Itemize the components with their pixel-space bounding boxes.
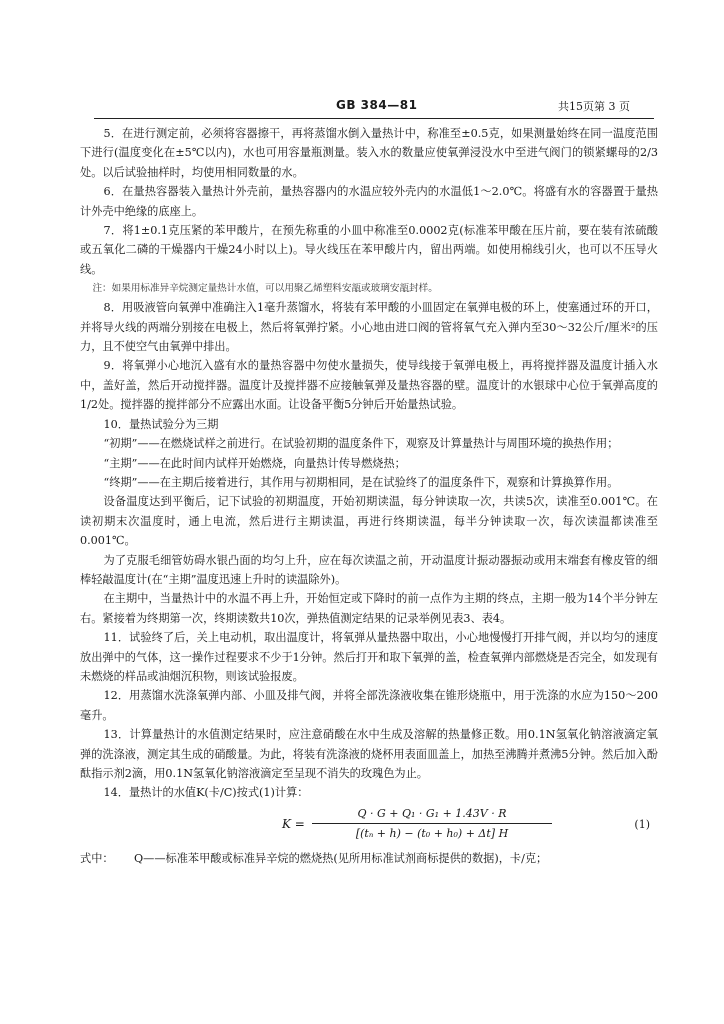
formula-fraction (312, 805, 552, 842)
paragraph-13: 13．计算量热计的水值测定结果时，应注意硝酸在水中生成及溶解的热量修正数。用0.1N氢氧化钠溶液滴定氧弹的洗涤液，测定其生成的硝酸量。为此，将装有洗涤液的烧杯用表面皿盖上，加热至沸腾并煮沸5分钟。然后加入酚酞指示剂2滴，用0.1N氢氧化钠溶液滴定至呈现不消失的玫瑰色为止。 (80, 728, 658, 780)
formula-numerator: Q · G + Q₁ · G₁ + 1.43V · R (357, 806, 507, 820)
paragraph-temperature-reading: 设备温度达到平衡后，记下试验的初期温度，开始初期读温，每分钟读取一次，共读5次，读准至0.001℃。在读初期末次温度时，通上电流，然后进行主期读温，再进行终期读温，每半分钟读取一次，每次读温都读准至0.001℃。 (80, 495, 658, 548)
header-divider (94, 118, 654, 119)
where-label: 式中： (80, 851, 114, 865)
paragraph-14: 14．量热计的水值K(卡/C)按式(1)计算： (103, 786, 309, 800)
period-main: “主期”——在此时间内试样开始燃烧，向量热计传导燃烧热； (103, 456, 406, 470)
page-header (96, 96, 636, 118)
formula-1 (80, 805, 658, 845)
paragraph-12: 12．用蒸馏水洗涤氧弹内部、小皿及排气阀，并将全部洗涤液收集在锥形烧瓶中，用于洗涤的水应为150～200毫升。 (80, 689, 658, 722)
period-final: “终期”——在主期后接着进行，其作用与初期相同，是在试验终了的温度条件下，观察和计算换算作用。 (103, 475, 619, 489)
note: 注：如果用标准异辛烷测定量热计水值，可以用聚乙烯塑料安瓿或玻璃安瓿封样。 (92, 283, 438, 295)
paragraph-10: 10．量热试验分为三期 (103, 417, 219, 431)
paragraph-7: 7．将1±0.1克压紧的苯甲酸片，在预先称重的小皿中称准至0.0002克(标准苯甲酸在压片前，要在装有浓硫酸或五氧化二磷的干燥器内干燥24小时以上)。导火线压在苯甲酸片内，留出两端。如使用棉线引火，也可以不压导火线。 (80, 224, 658, 276)
paragraph-6: 6．在量热容器装入量热计外壳前，量热容器内的水温应较外壳内的水温低1～2.0℃。将盛有水的容器置于量热计外壳中绝缘的底座上。 (80, 185, 658, 218)
paragraph-11: 11．试验终了后，关上电动机，取出温度计，将氧弹从量热器中取出，小心地慢慢打开排气阀，并以均匀的速度放出弹中的气体，这一操作过程要求不少于1分钟。然后打开和取下氧弹的盖，检查氧弹内部燃烧是否完全，如发现有未燃烧的样品或油烟沉积物，则该试验报废。 (80, 631, 658, 683)
paragraph-9: 9．将氧弹小心地沉入盛有水的量热容器中勿使水量损失，使导线接于氧弹电极上，再将搅拌器及温度计插入水中，盖好盖，然后开动搅拌器。温度计及搅拌器不应接触氧弹及量热容器的壁。温度计的水银球中心位于氧弹高度的1/2处。搅拌器的搅拌部分不应露出水面。让设备平衡5分钟后开始量热试验。 (80, 359, 658, 412)
where-text: Q——标准苯甲酸或标准异辛烷的燃烧热(见所用标准试剂商标提供的数据)，卡/克； (134, 851, 548, 865)
page-number: 共15页第 3 页 (558, 100, 630, 113)
document-body (80, 124, 658, 869)
fraction-bar (312, 823, 552, 824)
paragraph-main-period-end: 在主期中，当量热计中的水温不再上升，开始恒定或下降时的前一点作为主期的终点，主期一般为14个半分钟左右。紧接着为终期第一次，终期读数共10次，弹热值测定结果的记录举例见表3、表4。 (80, 592, 658, 625)
period-initial: “初期”——在燃烧试样之前进行。在试验初期的温度条件下，观察及计算量热计与周围环境的换热作用； (103, 437, 619, 451)
standard-code: GB 384—81 (336, 98, 418, 112)
equation-number: (1) (634, 817, 650, 831)
formula-denominator: [(tₙ + h) − (t₀ + h₀) + Δt] H (355, 826, 509, 840)
paragraph-5: 5．在进行测定前，必须将容器擦干，再将蒸馏水倒入量热计中，称准至±0.5克，如果测量始终在同一温度范围下进行(温度变化在±5℃以内)，水也可用容量瓶测量。装入水的数量应使氧弹浸没水中至进气阀门的锁紧螺母的2/3处。以后试验抽样时，均使用相同数量的水。 (80, 127, 658, 179)
paragraph-capillary: 为了克服毛细管妨碍水银凸面的均匀上升，应在每次读温之前，开动温度计振动器振动或用末端套有橡皮管的细棒轻敲温度计(在“主期”温度迅速上升时的读温除外)。 (80, 553, 658, 586)
paragraph-8: 8．用吸液管向氧弹中准确注入1毫升蒸馏水，将装有苯甲酸的小皿固定在氧弹电极的环上，使塞通过环的开口，并将导火线的两端分别接在电极上，然后将氧弹拧紧。小心地由进口阀的管将氧气充入弹内至30～32公斤/厘米²的压力，且不使空气由氧弹中排出。 (80, 301, 658, 354)
variable-definition (80, 849, 658, 869)
formula-lhs: K = (282, 816, 305, 831)
